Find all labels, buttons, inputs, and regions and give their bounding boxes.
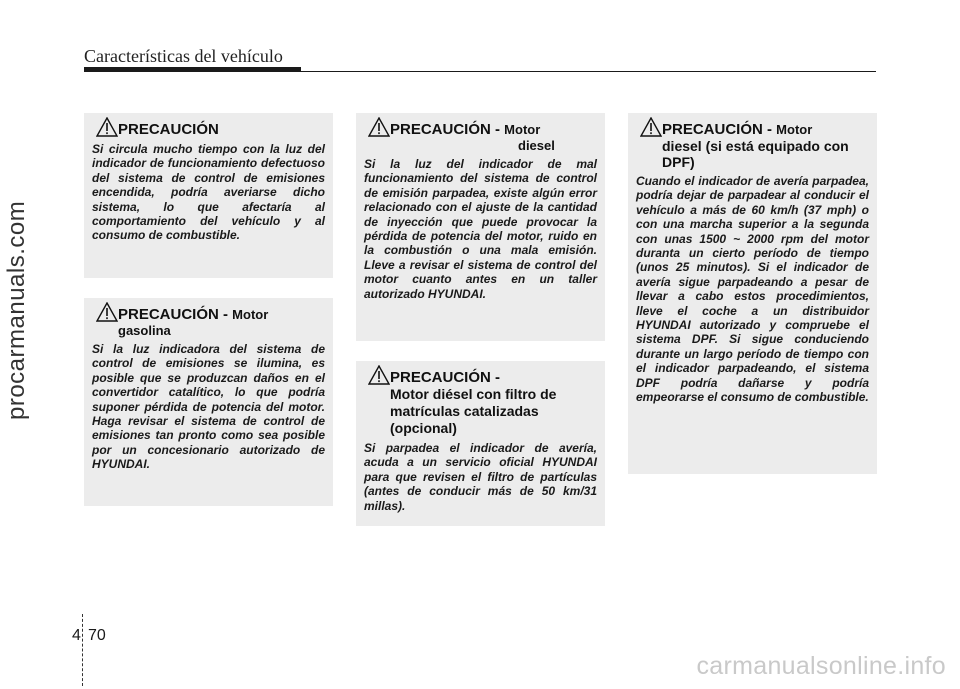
caution-box-5 bbox=[628, 113, 877, 474]
caution-subtitle: diesel (si está equipado con DPF) bbox=[662, 138, 849, 170]
caution-title: PRECAUCIÓN - bbox=[390, 369, 501, 386]
caution-box-4 bbox=[356, 361, 605, 526]
side-watermark: procarmanuals.com bbox=[3, 200, 30, 420]
caution-subtitle: gasolina bbox=[118, 323, 171, 338]
warning-triangle-icon bbox=[96, 302, 118, 322]
caution-title: PRECAUCIÓN - Motor bbox=[662, 121, 813, 138]
bottom-watermark: carmanualsonline.info bbox=[696, 652, 946, 680]
page-number: 70 bbox=[88, 627, 106, 644]
caution-subtitle: diesel bbox=[518, 138, 555, 153]
chapter-number: 4 bbox=[72, 627, 81, 644]
caution-title: PRECAUCIÓN - Motor bbox=[390, 121, 541, 138]
warning-triangle-icon bbox=[96, 117, 118, 137]
header-rule-thin bbox=[84, 71, 876, 72]
warning-triangle-icon bbox=[368, 117, 390, 137]
warning-triangle-icon bbox=[368, 365, 390, 385]
warning-triangle-icon bbox=[640, 117, 662, 137]
caution-body: Si la luz indicadora del sistema de control de emisiones se ilumina, es posible que se produzcan daños en el convertidor catalítico, lo que podría suponer pérdida de potencia del motor. Haga revisar el sistema de control de emisiones tan pronto como sea posible por un concesionario autorizado de HYUNDAI. bbox=[92, 342, 325, 472]
footer-divider bbox=[82, 614, 84, 686]
page-header-title: Características del vehículo bbox=[84, 46, 283, 66]
caution-body: Si la luz del indicador de mal funcionamiento del sistema de control de emisión parpadea, existe algún error relacionado con el ajuste de la cantidad de inyección que puede provocar la pérdida de potencia del motor, ruido en la combustión o una mala emisión. Lleve a revisar el sistema de control del motor cuanto antes en un taller autorizado HYUNDAI. bbox=[364, 157, 597, 301]
caution-body: Cuando el indicador de avería parpadea, podría dejar de parpadear al conducir el vehículo a más de 60 km/h (37 mph) o con una marcha superior a la segunda con unas 1500 ~ 2000 rpm del motor duranta un cierto período de tiempo (unos 25 minutos). Si el indicador de avería sigue parpadeando a pesar de llevar a cabo estos procedimientos, lleve el coche a un distribuidor HYUNDAI autorizado y compruebe el sistema DPF. Si sigue conduciendo durante un largo período de tiempo con el indicador parpadeando, el sistema DPF podría dañarse y podría empeorarse el consumo de combustible. bbox=[636, 174, 869, 405]
caution-box-1 bbox=[84, 113, 333, 278]
caution-subtitle: Motor diésel con filtro de matrículas catalizadas (opcional) bbox=[390, 386, 557, 436]
caution-title: PRECAUCIÓN - Motor bbox=[118, 306, 269, 323]
caution-body: Si circula mucho tiempo con la luz del indicador de funcionamiento defectuoso del sistema de control de emisiones encendida, podría averiarse dicho sistema, lo que afectaría al comportamiento del vehículo y al consumo de combustible. bbox=[92, 142, 325, 243]
caution-body: Si parpadea el indicador de avería, acuda a un servicio oficial HYUNDAI para que revisen el filtro de partículas (antes de conducir más de 50 km/31 millas). bbox=[364, 441, 597, 513]
caution-title: PRECAUCIÓN bbox=[118, 121, 219, 138]
caution-box-2 bbox=[84, 298, 333, 506]
caution-box-3 bbox=[356, 113, 605, 341]
